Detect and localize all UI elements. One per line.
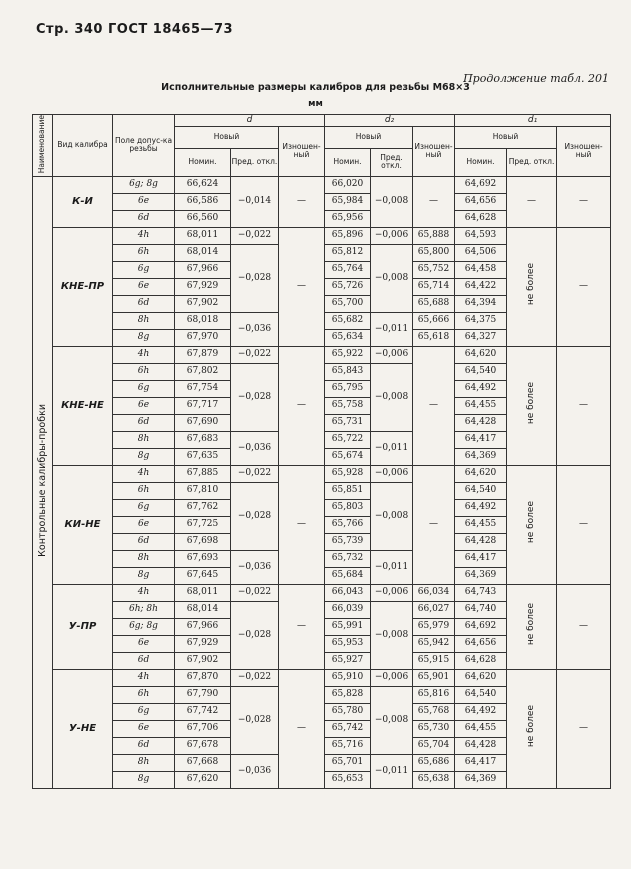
d2-nominal: 65,795 [325,380,371,397]
d-worn: — [279,176,325,227]
tolerance-field: 6e [113,278,175,295]
d-deviation: −0,014 [231,176,279,227]
table-row [33,346,611,363]
d2-nominal: 65,812 [325,244,371,261]
tolerance-field: 6h; 8h [113,601,175,618]
d2-deviation: −0,008 [371,244,413,312]
d2-nominal: 65,956 [325,210,371,227]
d1-worn: — [557,227,611,346]
d1-worn-header: Изношен-ный [557,127,611,177]
d1-nominal: 64,455 [455,397,507,414]
d-nominal: 66,586 [175,193,231,210]
col-field-header: Поле допус-ка резьбы [113,115,175,177]
table-row [33,465,611,482]
d1-worn: — [557,669,611,788]
tolerance-field: 6h [113,686,175,703]
d1-nominal: 64,540 [455,363,507,380]
tolerance-field: 6e [113,397,175,414]
d2-worn: 65,638 [413,771,455,788]
d1-nom-header: Номин. [455,148,507,176]
d1-nominal: 64,743 [455,584,507,601]
d-nominal: 67,706 [175,720,231,737]
col-d-header: d [175,115,325,127]
d2-nominal: 65,653 [325,771,371,788]
tolerance-field: 6d [113,652,175,669]
d-deviation: −0,028 [231,686,279,754]
gauge-type: КНЕ-ПР [53,227,113,346]
d2-worn: 65,901 [413,669,455,686]
d2-worn: 65,816 [413,686,455,703]
d1-new-header: Новый [455,127,557,149]
d-worn: — [279,346,325,465]
d1-nominal: 64,593 [455,227,507,244]
d1-nominal: 64,417 [455,754,507,771]
d1-nominal: 64,455 [455,516,507,533]
d1-nominal: 64,369 [455,448,507,465]
d-nominal: 67,668 [175,754,231,771]
d2-deviation: −0,008 [371,601,413,669]
d-nominal: 67,717 [175,397,231,414]
tolerance-field: 6h [113,363,175,380]
d2-nominal: 65,953 [325,635,371,652]
d-nominal: 67,870 [175,669,231,686]
tolerance-field: 6h [113,244,175,261]
d2-nominal: 65,722 [325,431,371,448]
d2-worn: 65,686 [413,754,455,771]
not-more-label: не более [526,262,537,305]
d2-nominal: 65,764 [325,261,371,278]
d1-deviation: — [507,176,557,227]
d2-nominal: 66,043 [325,584,371,601]
d-nominal: 67,966 [175,261,231,278]
tolerance-field: 8g [113,448,175,465]
table-row [33,176,611,193]
d1-nominal: 64,369 [455,771,507,788]
d1-deviation [507,584,557,669]
tolerance-field: 6d [113,295,175,312]
d1-deviation [507,227,557,346]
d1-nominal: 64,656 [455,193,507,210]
d2-worn: 65,768 [413,703,455,720]
d-deviation: −0,022 [231,584,279,601]
d-nominal: 68,011 [175,584,231,601]
col-type-header: Вид калибра [53,115,113,177]
d-worn: — [279,584,325,669]
d1-nominal: 64,656 [455,635,507,652]
d-nominal: 67,802 [175,363,231,380]
d1-nominal: 64,458 [455,261,507,278]
d2-nominal: 65,928 [325,465,371,482]
d1-nominal: 64,428 [455,737,507,754]
d2-nominal: 65,896 [325,227,371,244]
d2-nominal: 65,732 [325,550,371,567]
d2-nominal: 66,020 [325,176,371,193]
d2-worn: 65,888 [413,227,455,244]
d1-dev-header: Пред. откл. [507,148,557,176]
gauge-type: К-И [53,176,113,227]
d1-deviation [507,346,557,465]
d2-deviation: −0,011 [371,550,413,584]
d1-nominal: 64,692 [455,176,507,193]
group-label [33,176,53,788]
not-more-label: не более [526,381,537,424]
d2-deviation: −0,006 [371,465,413,482]
d2-nominal: 65,682 [325,312,371,329]
d-nominal: 67,762 [175,499,231,516]
d1-deviation [507,669,557,788]
d-nominal: 67,678 [175,737,231,754]
tolerance-field: 6e [113,193,175,210]
d-nominal: 67,902 [175,295,231,312]
d2-nominal: 65,766 [325,516,371,533]
d2-nominal: 65,927 [325,652,371,669]
d-nominal: 67,929 [175,278,231,295]
d2-worn: 65,730 [413,720,455,737]
tolerance-field: 6g; 8g [113,176,175,193]
tolerance-field: 8g [113,329,175,346]
d2-nominal: 65,700 [325,295,371,312]
d-nominal: 67,966 [175,618,231,635]
d2-nominal: 65,674 [325,448,371,465]
d2-nominal: 65,716 [325,737,371,754]
d1-nominal: 64,455 [455,720,507,737]
col-name-header: Наименование [33,115,53,177]
table-row [33,227,611,244]
d-new-header: Новый [175,127,279,149]
d-nom-header: Номин. [175,148,231,176]
d-dev-header: Пред. откл. [231,148,279,176]
d1-nominal: 64,620 [455,669,507,686]
d-nominal: 67,879 [175,346,231,363]
tolerance-field: 6e [113,635,175,652]
d2-worn-header: Изношен-ный [413,127,455,177]
d2-worn: 65,800 [413,244,455,261]
d1-nominal: 64,394 [455,295,507,312]
not-more-label: не более [526,500,537,543]
d2-nominal: 65,910 [325,669,371,686]
d1-deviation [507,465,557,584]
d2-nominal: 65,843 [325,363,371,380]
d-nominal: 67,690 [175,414,231,431]
d2-deviation: −0,011 [371,431,413,465]
d2-worn: — [413,346,455,465]
d1-nominal: 64,428 [455,414,507,431]
d-nominal: 67,790 [175,686,231,703]
gauge-type: У-ПР [53,584,113,669]
d1-worn: — [557,346,611,465]
group-label-text: Контрольные калибры-пробки [37,403,48,557]
d-nominal: 66,624 [175,176,231,193]
tolerance-field: 6d [113,737,175,754]
d1-nominal: 64,428 [455,533,507,550]
d-deviation: −0,036 [231,550,279,584]
d2-worn: 65,979 [413,618,455,635]
not-more-label: не более [526,602,537,645]
d2-deviation: −0,008 [371,686,413,754]
d1-worn: — [557,465,611,584]
d-nominal: 67,620 [175,771,231,788]
d1-nominal: 64,692 [455,618,507,635]
d-nominal: 67,725 [175,516,231,533]
d-nominal: 67,810 [175,482,231,499]
d1-nominal: 64,492 [455,380,507,397]
d-deviation: −0,036 [231,312,279,346]
d2-worn: 65,688 [413,295,455,312]
d2-worn: 65,942 [413,635,455,652]
tolerance-field: 6d [113,210,175,227]
units-label: мм [308,99,323,109]
d-nominal: 67,754 [175,380,231,397]
d-nominal: 68,014 [175,601,231,618]
tolerance-field: 6g [113,261,175,278]
d1-worn: — [557,584,611,669]
d2-nominal: 65,726 [325,278,371,295]
gauge-type: У-НЕ [53,669,113,788]
d2-dev-header: Пред. откл. [371,148,413,176]
tolerance-field: 8h [113,431,175,448]
d2-deviation: −0,008 [371,482,413,550]
d-nominal: 67,902 [175,652,231,669]
d2-nominal: 65,742 [325,720,371,737]
d-nominal: 67,693 [175,550,231,567]
d-nominal: 67,683 [175,431,231,448]
table-row [33,669,611,686]
gauge-table [32,114,611,789]
d-worn-header: Изношен-ный [279,127,325,177]
d-nominal: 66,560 [175,210,231,227]
d-deviation: −0,028 [231,363,279,431]
col-d2-header: d₂ [325,115,455,127]
d1-nominal: 64,417 [455,431,507,448]
d1-worn: — [557,176,611,227]
d2-worn: 65,915 [413,652,455,669]
d2-nominal: 65,991 [325,618,371,635]
d2-nominal: 65,780 [325,703,371,720]
d1-nominal: 64,620 [455,346,507,363]
d2-worn: 66,027 [413,601,455,618]
d-nominal: 68,011 [175,227,231,244]
d2-nominal: 65,828 [325,686,371,703]
d1-nominal: 64,375 [455,312,507,329]
tolerance-field: 6d [113,533,175,550]
d2-worn: 65,618 [413,329,455,346]
d2-worn: 66,034 [413,584,455,601]
d2-deviation: −0,008 [371,363,413,431]
d-nominal: 67,970 [175,329,231,346]
d-worn: — [279,465,325,584]
d-worn: — [279,227,325,346]
d1-nominal: 64,369 [455,567,507,584]
d1-nominal: 64,506 [455,244,507,261]
d2-new-header: Новый [325,127,413,149]
d2-deviation: −0,006 [371,584,413,601]
d2-nominal: 65,701 [325,754,371,771]
d-deviation: −0,036 [231,431,279,465]
d2-deviation: −0,008 [371,176,413,227]
tolerance-field: 6g [113,499,175,516]
tolerance-field: 6g [113,703,175,720]
d2-deviation: −0,006 [371,346,413,363]
tolerance-field: 8h [113,312,175,329]
tolerance-field: 6d [113,414,175,431]
d2-worn: 65,666 [413,312,455,329]
d2-worn: — [413,176,455,227]
tolerance-field: 6h [113,482,175,499]
d-nominal: 67,929 [175,635,231,652]
continuation-label: Продолжение табл. 201 [463,72,609,85]
d1-nominal: 64,740 [455,601,507,618]
page-header: Стр. 340 ГОСТ 18465—73 [36,22,234,37]
d-nominal: 67,645 [175,567,231,584]
col-d1-header: d₁ [455,115,611,127]
gauge-type: КИ-НЕ [53,465,113,584]
d-nominal: 67,742 [175,703,231,720]
tolerance-field: 8h [113,754,175,771]
tolerance-field: 6e [113,516,175,533]
d-deviation: −0,028 [231,601,279,669]
d2-worn: 65,714 [413,278,455,295]
d1-nominal: 64,422 [455,278,507,295]
d2-deviation: −0,011 [371,312,413,346]
d1-nominal: 64,540 [455,686,507,703]
d-nominal: 67,885 [175,465,231,482]
tolerance-field: 4h [113,669,175,686]
d-deviation: −0,022 [231,346,279,363]
d2-nominal: 65,684 [325,567,371,584]
d1-nominal: 64,492 [455,703,507,720]
d-deviation: −0,028 [231,244,279,312]
d2-nominal: 65,851 [325,482,371,499]
d2-worn: — [413,465,455,584]
tolerance-field: 4h [113,346,175,363]
d-nominal: 67,698 [175,533,231,550]
d-deviation: −0,022 [231,669,279,686]
d-deviation: −0,028 [231,482,279,550]
tolerance-field: 8g [113,567,175,584]
not-more-label: не более [526,704,537,747]
d1-nominal: 64,492 [455,499,507,516]
d1-nominal: 64,628 [455,652,507,669]
d2-nominal: 65,984 [325,193,371,210]
d2-nominal: 65,803 [325,499,371,516]
d2-nom-header: Номин. [325,148,371,176]
d-deviation: −0,036 [231,754,279,788]
d2-deviation: −0,006 [371,669,413,686]
tolerance-field: 4h [113,227,175,244]
d1-nominal: 64,620 [455,465,507,482]
d-deviation: −0,022 [231,227,279,244]
table-row [33,584,611,601]
d2-nominal: 66,039 [325,601,371,618]
d2-nominal: 65,634 [325,329,371,346]
tolerance-field: 8g [113,771,175,788]
d1-nominal: 64,628 [455,210,507,227]
d2-nominal: 65,922 [325,346,371,363]
tolerance-field: 4h [113,465,175,482]
table-title: Исполнительные размеры калибров для резьбы М68×3 [161,82,470,93]
d2-deviation: −0,011 [371,754,413,788]
d-nominal: 68,014 [175,244,231,261]
d2-nominal: 65,731 [325,414,371,431]
d2-deviation: −0,006 [371,227,413,244]
tolerance-field: 6g [113,380,175,397]
d2-nominal: 65,739 [325,533,371,550]
tolerance-field: 6e [113,720,175,737]
gauge-type: КНЕ-НЕ [53,346,113,465]
d-nominal: 68,018 [175,312,231,329]
d1-nominal: 64,417 [455,550,507,567]
d-worn: — [279,669,325,788]
d1-nominal: 64,540 [455,482,507,499]
tolerance-field: 8h [113,550,175,567]
d2-worn: 65,752 [413,261,455,278]
d2-nominal: 65,758 [325,397,371,414]
d2-worn: 65,704 [413,737,455,754]
d1-nominal: 64,327 [455,329,507,346]
d-nominal: 67,635 [175,448,231,465]
tolerance-field: 4h [113,584,175,601]
d-deviation: −0,022 [231,465,279,482]
tolerance-field: 6g; 8g [113,618,175,635]
